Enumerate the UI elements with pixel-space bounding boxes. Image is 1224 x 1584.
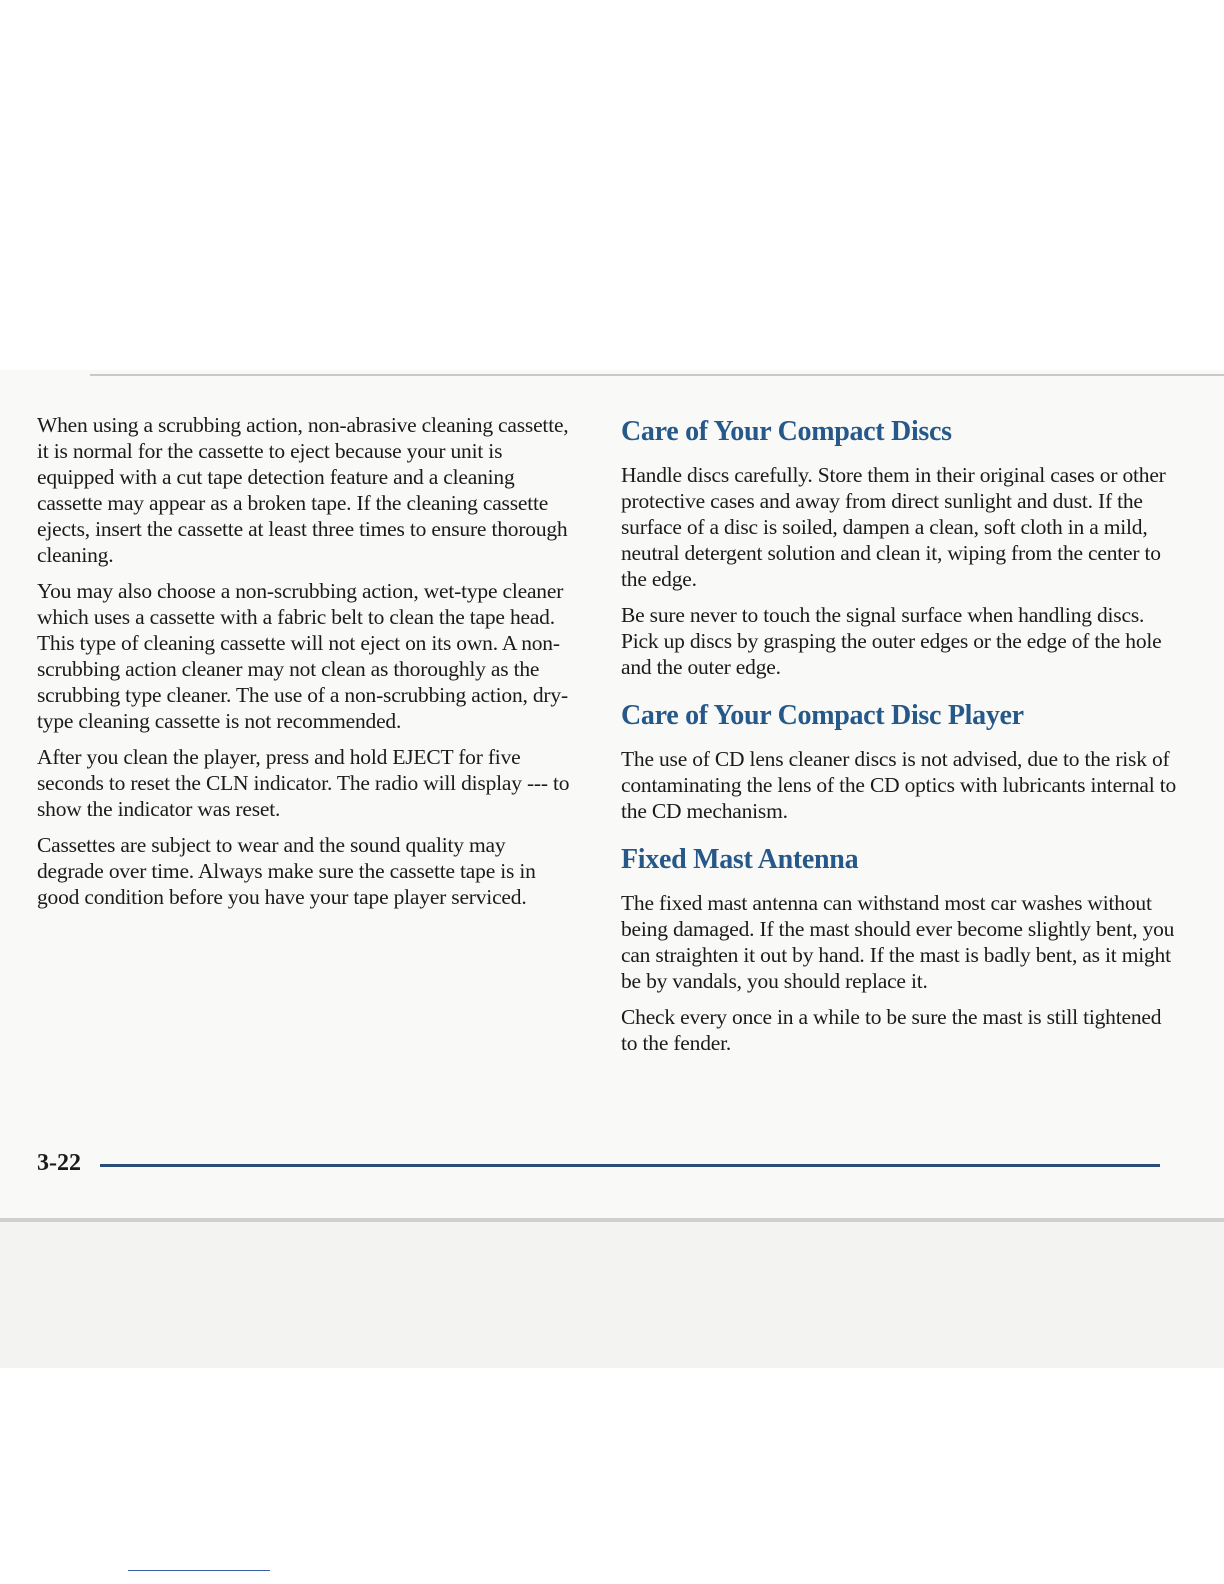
paragraph-reset-cln: After you clean the player, press and hold EJECT for five seconds to reset the CLN indicator. The radio will display --- to show the indicator was reset. [37, 745, 570, 821]
right-column [621, 412, 1181, 1066]
paragraph-car-washes: The fixed mast antenna can withstand most car washes without being damaged. If the mast should ever become slightly bent, you can straighten it out by hand. If the mast is badly bent, as it might be by vandals, you should replace it. [621, 891, 1175, 993]
paragraph-signal-surface: Be sure never to touch the signal surface when handling discs. Pick up discs by grasping the outer edges or the edge of the hole and the outer edge. [621, 603, 1162, 679]
page-top-border [90, 374, 1224, 376]
page-number: 3-22 [37, 1150, 81, 1176]
paragraph-cassette-wear: Cassettes are subject to wear and the sound quality may degrade over time. Always make sure the cassette tape is in good condition before you have your tape player serviced. [37, 833, 536, 909]
heading-fixed-mast-antenna: Fixed Mast Antenna [621, 844, 859, 875]
paragraph-lens-cleaner: The use of CD lens cleaner discs is not advised, due to the risk of contaminating the lens of the CD optics with lubricants internal to the CD mechanism. [621, 747, 1177, 823]
bottom-stray-line [128, 1570, 270, 1571]
heading-care-of-cd-player: Care of Your Compact Disc Player [621, 700, 1024, 731]
heading-care-of-compact-discs: Care of Your Compact Discs [621, 416, 952, 447]
paragraph-handle-discs: Handle discs carefully. Store them in their original cases or other protective cases and away from direct sunlight and dust. If the surface of a disc is soiled, dampen a clean, soft cloth in a mild, neutral detergent solution and clean it, wiping from the center to the edge. [621, 463, 1166, 591]
page-bottom-shade [0, 1222, 1224, 1368]
footer-rule [100, 1164, 1160, 1167]
paragraph-scrubbing-cassette: When using a scrubbing action, non-abrasive cleaning cassette, it is normal for the cassette to eject because your unit is equipped with a cut tape detection feature and a cleaning cassette may appear as a broken tape. If the cleaning cassette ejects, insert the cassette at least three times to ensure thorough cleaning. [37, 413, 569, 567]
paragraph-check-mast: Check every once in a while to be sure the mast is still tightened to the fender. [621, 1005, 1162, 1055]
left-column [37, 412, 577, 920]
paragraph-wet-type-cleaner: You may also choose a non-scrubbing action, wet-type cleaner which uses a cassette with a fabric belt to clean the tape head. This type of cleaning cassette will not eject on its own. A non-scrubbing action cleaner may not clean as thoroughly as the scrubbing type cleaner. The use of a non-scrubbing action, dry-type cleaning cassette is not recommended. [37, 579, 568, 733]
